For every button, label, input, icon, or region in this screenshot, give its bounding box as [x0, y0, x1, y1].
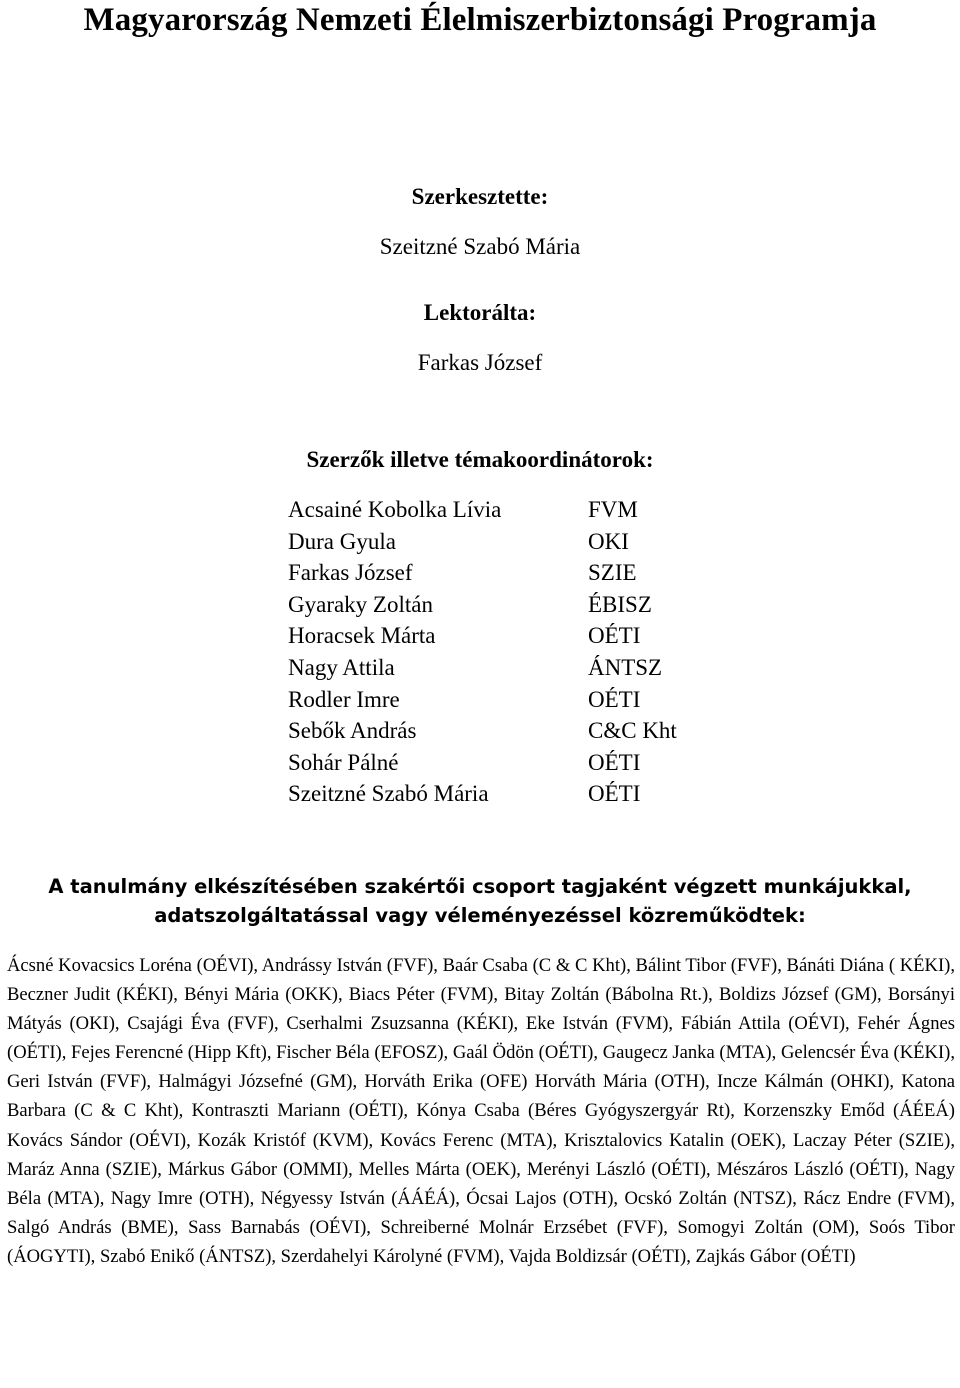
author-org: ÉBISZ	[588, 591, 652, 617]
author-row	[288, 684, 718, 716]
author-row	[288, 778, 718, 810]
authors-heading: Szerzők illetve témakoordinátorok:	[306, 447, 654, 472]
author-row	[288, 494, 718, 526]
author-row	[288, 620, 718, 652]
author-row	[288, 589, 718, 621]
author-name: Sohár Pálné	[288, 749, 399, 775]
document-title: Magyarország Nemzeti Élelmiszerbiztonsági Programja	[83, 2, 877, 38]
author-org: FVM	[588, 497, 638, 522]
editor-label: Szerkesztette:	[411, 184, 549, 209]
author-row	[288, 557, 718, 589]
contributors-paragraph: Ácsné Kovacsics Loréna (OÉVI), Andrássy István (FVF), Baár Csaba (C & C Kht), Bálint Tibor (FVF), Bánáti Diána ( KÉKI), Beczner Judit (KÉKI), Bényi Mária (OKK), Biacs Péter (FVM), Bitay Zoltán (Bábolna Rt.), Boldizs József (GM), Borsányi Mátyás (OKI), Csajági Éva (FVF), Cserhalmi Zsuzsanna (KÉKI), Eke István (FVM), Fábián Attila (OÉVI), Fehér Ágnes (OÉTI), Fejes Ferencné (Hipp Kft), Fischer Béla (EFOSZ), Gaál Ödön (OÉTI), Gaugecz Janka (MTA), Gelencsér Éva (KÉKI), Geri István (FVF), Halmágyi Józsefné (GM), Horváth Erika (OFE) Horváth Mária (OTH), Incze Kálmán (OHKI), Katona Barbara (C & C Kht), Kontraszti Mariann (OÉTI), Kónya Csaba (Béres Gyógyszergyár Rt), Korzenszky Emőd (ÁÉEÁ) Kovács Sándor (OÉVI), Kozák Kristóf (KVM), Kovács Ferenc (MTA), Krisztalovics Katalin (OEK), Laczay Péter (SZIE), Maráz Anna (SZIE), Márkus Gábor (OMMI), Melles Márta (OEK), Merényi László (OÉTI), Mészáros László (OÉTI), Nagy Béla (MTA), Nagy Imre (OTH), Négyessy István (ÁÁÉÁ), Ócsai Lajos (OTH), Ocskó Zoltán (NTSZ), Rácz Endre (FVM), Salgó András (BME), Sass Barnabás (OÉVI), Schreiberné Molnár Erzsébet (FVF), Somogyi Zoltán (OM), Soós Tibor (ÁOGYTI), Szabó Enikő (ÁNTSZ), Szerdahelyi Károlyné (FVM), Vajda Boldizsár (OÉTI), Zajkás Gábor (OÉTI)	[7, 955, 955, 1267]
author-name: Horacsek Márta	[288, 623, 436, 649]
author-name: Szeitzné Szabó Mária	[288, 781, 489, 807]
author-row	[288, 652, 718, 684]
author-row	[288, 715, 718, 747]
author-name: Gyaraky Zoltán	[288, 591, 433, 617]
author-name: Dura Gyula	[288, 528, 396, 554]
author-org: OÉTI	[588, 623, 641, 649]
reviewer-label: Lektorálta:	[423, 300, 537, 325]
author-org: OKI	[588, 528, 629, 554]
reviewer-name: Farkas József	[417, 350, 543, 375]
author-name: Farkas József	[288, 560, 413, 586]
author-name: Nagy Attila	[288, 654, 395, 680]
editor-name: Szeitzné Szabó Mária	[379, 234, 581, 259]
author-name: Acsainé Kobolka Lívia	[288, 497, 502, 522]
contributors-intro: A tanulmány elkészítésében szakértői csoport tagjaként végzett munkájukkal, adatszolgáltatással vagy véleményezéssel közreműködtek:	[48, 875, 912, 927]
author-row	[288, 747, 718, 779]
author-name: Rodler Imre	[288, 686, 400, 712]
author-org: ÁNTSZ	[588, 654, 663, 680]
author-org: OÉTI	[588, 749, 641, 775]
author-org: SZIE	[588, 560, 637, 586]
author-org: OÉTI	[588, 781, 641, 807]
author-org: C&C Kht	[588, 718, 677, 744]
author-org: OÉTI	[588, 686, 641, 712]
authors-list	[288, 494, 718, 810]
author-name: Sebők András	[288, 718, 417, 744]
author-row	[288, 526, 718, 558]
